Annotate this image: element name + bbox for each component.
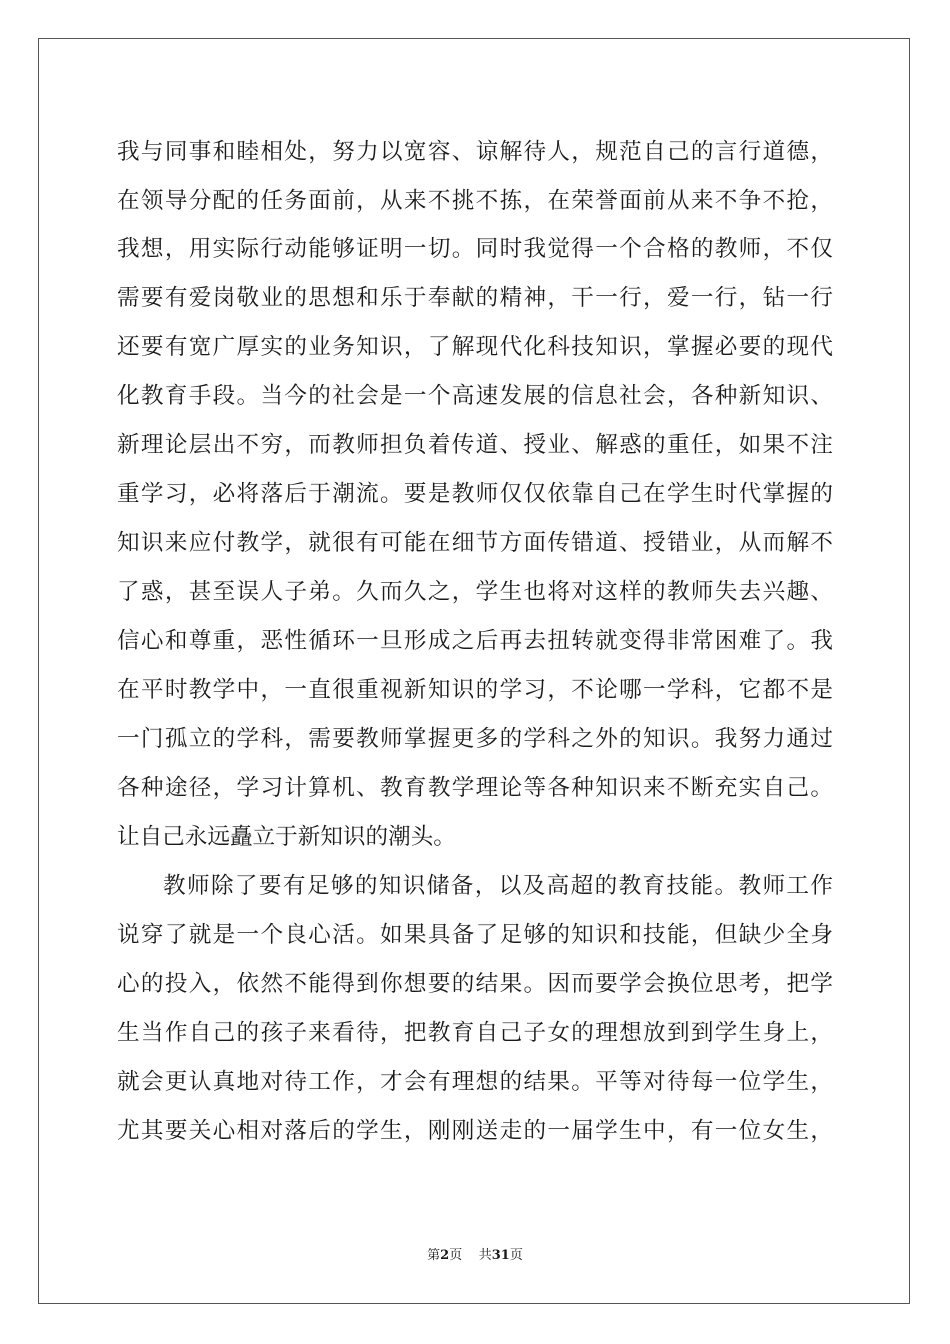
text-line: 化教育手段。当今的社会是一个高速发展的信息社会，各种新知识、 xyxy=(117,383,833,409)
text-line: 就会更认真地对待工作，才会有理想的结果。平等对待每一位学生， xyxy=(117,1069,833,1095)
page-border xyxy=(38,38,910,1304)
text-line: 心的投入，依然不能得到你想要的结果。因而要学会换位思考，把学 xyxy=(117,971,833,997)
page-prefix: 第 xyxy=(427,1248,441,1263)
text-line: 知识来应付教学，就很有可能在细节方面传错道、授错业，从而解不 xyxy=(117,530,833,556)
text-line: 一门孤立的学科，需要教师掌握更多的学科之外的知识。我努力通过 xyxy=(117,726,833,752)
text-line: 说穿了就是一个良心活。如果具备了足够的知识和技能，但缺少全身 xyxy=(117,922,833,948)
text-line: 还要有宽广厚实的业务知识，了解现代化科技知识，掌握必要的现代 xyxy=(117,334,833,360)
text-line: 新理论层出不穷，而教师担负着传道、授业、解惑的重任，如果不注 xyxy=(117,432,833,458)
total-prefix: 共 xyxy=(478,1248,492,1263)
text-line: 了惑，甚至误人子弟。久而久之，学生也将对这样的教师失去兴趣、 xyxy=(117,579,833,605)
text-line: 让自己永远矗立于新知识的潮头。 xyxy=(117,824,456,850)
total-suffix: 页 xyxy=(509,1248,523,1263)
text-line: 各种途径，学习计算机、教育教学理论等各种知识来不断充实自己。 xyxy=(117,775,833,801)
total-pages: 31 xyxy=(491,1248,510,1263)
text-line: 我想，用实际行动能够证明一切。同时我觉得一个合格的教师，不仅 xyxy=(117,236,833,262)
text-line: 尤其要关心相对落后的学生，刚刚送走的一届学生中，有一位女生， xyxy=(117,1118,833,1144)
text-line: 重学习，必将落后于潮流。要是教师仅仅依靠自己在学生时代掌握的 xyxy=(117,481,833,507)
paragraph-first-line: 教师除了要有足够的知识储备，以及高超的教育技能。教师工作 xyxy=(163,873,833,899)
page-footer xyxy=(0,1247,950,1265)
text-line: 需要有爱岗敬业的思想和乐于奉献的精神，干一行，爱一行，钻一行 xyxy=(117,285,833,311)
text-line: 生当作自己的孩子来看待，把教育自己子女的理想放到到学生身上， xyxy=(117,1020,833,1046)
page-number: 2 xyxy=(440,1248,450,1263)
text-line: 在领导分配的任务面前，从来不挑不拣，在荣誉面前从来不争不抢， xyxy=(117,188,833,214)
page-suffix: 页 xyxy=(449,1248,463,1263)
text-line: 在平时教学中，一直很重视新知识的学习，不论哪一学科，它都不是 xyxy=(117,677,833,703)
text-line: 信心和尊重，恶性循环一旦形成之后再去扭转就变得非常困难了。我 xyxy=(117,628,833,654)
text-line: 我与同事和睦相处，努力以宽容、谅解待人，规范自己的言行道德， xyxy=(117,139,833,165)
